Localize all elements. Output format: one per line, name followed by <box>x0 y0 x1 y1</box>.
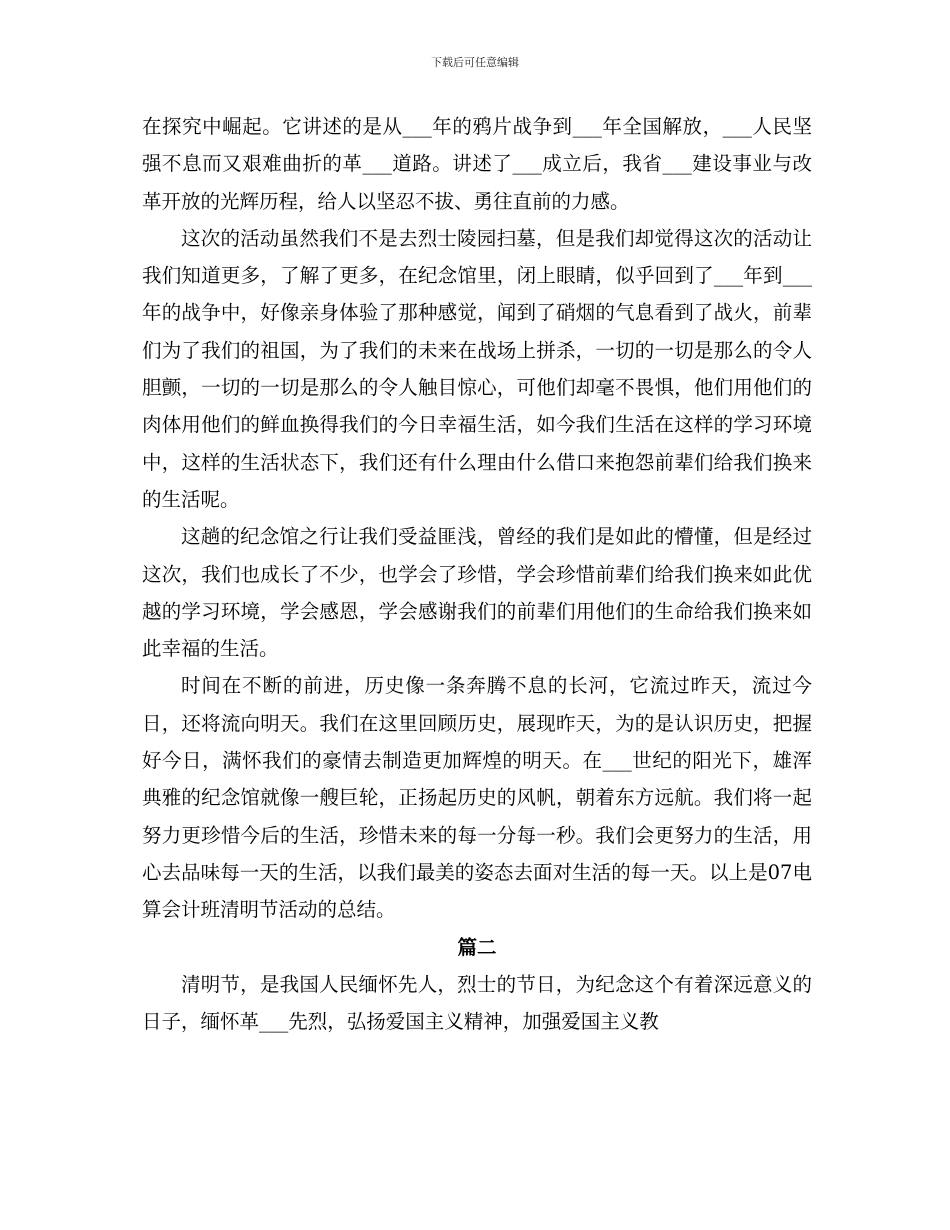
section-title: 篇二 <box>457 935 497 959</box>
paragraph-4: 时间在不断的前进，历史像一条奔腾不息的长河，它流过昨天，流过今日，还将流向明天。我们在这里回顾历史，展现昨天，为的是认识历史，把握好今日，满怀我们的豪情去制造更加辉煌的明天。在___世纪的阳光下，雄浑典雅的纪念馆就像一艘巨轮，正扬起历史的风帆，朝着东方远航。我们将一起努力更珍惜今后的生活，珍惜未来的每一分每一秒。我们会更努力的生活，用心去品味每一天的生活，以我们最美的姿态去面对生活的每一天。以上是07电算会计班清明节活动的总结。 <box>142 674 812 922</box>
paragraph-2: 这次的活动虽然我们不是去烈士陵园扫墓，但是我们却觉得这次的活动让我们知道更多，了解了更多，在纪念馆里，闭上眼睛，似乎回到了___年到___年的战争中，好像亲身体验了那种感觉，闻到了硝烟的气息看到了战火，前辈们为了我们的祖国，为了我们的未来在战场上拼杀，一切的一切是那么的令人胆颤，一切的一切是那么的令人触目惊心，可他们却毫不畏惧，他们用他们的肉体用他们的鲜血换得我们的今日幸福生活，如今我们生活在这样的学习环境中，这样的生活状态下，我们还有什么理由什么借口来抱怨前辈们给我们换来的生活呢。 <box>142 226 812 511</box>
paragraph-5: 清明节，是我国人民缅怀先人，烈士的节日，为纪念这个有着深远意义的日子，缅怀革___先烈，弘扬爱国主义精神，加强爱国主义教 <box>142 972 812 1034</box>
document-body <box>142 108 812 1040</box>
paragraph-1: 在探究中崛起。它讲述的是从___年的鸦片战争到___年全国解放，___人民坚强不息而又艰难曲折的革___道路。讲述了___成立后，我省___建设事业与改革开放的光辉历程，给人以坚忍不拔、勇往直前的力感。 <box>142 115 812 213</box>
page-header: 下载后可任意编辑 <box>431 56 519 69</box>
paragraph-3: 这趟的纪念馆之行让我们受益匪浅，曾经的我们是如此的懵懂，但是经过这次，我们也成长了不少，也学会了珍惜，学会珍惜前辈们给我们换来如此优越的学习环境，学会感恩，学会感谢我们的前辈们用他们的生命给我们换来如此幸福的生活。 <box>142 525 812 661</box>
